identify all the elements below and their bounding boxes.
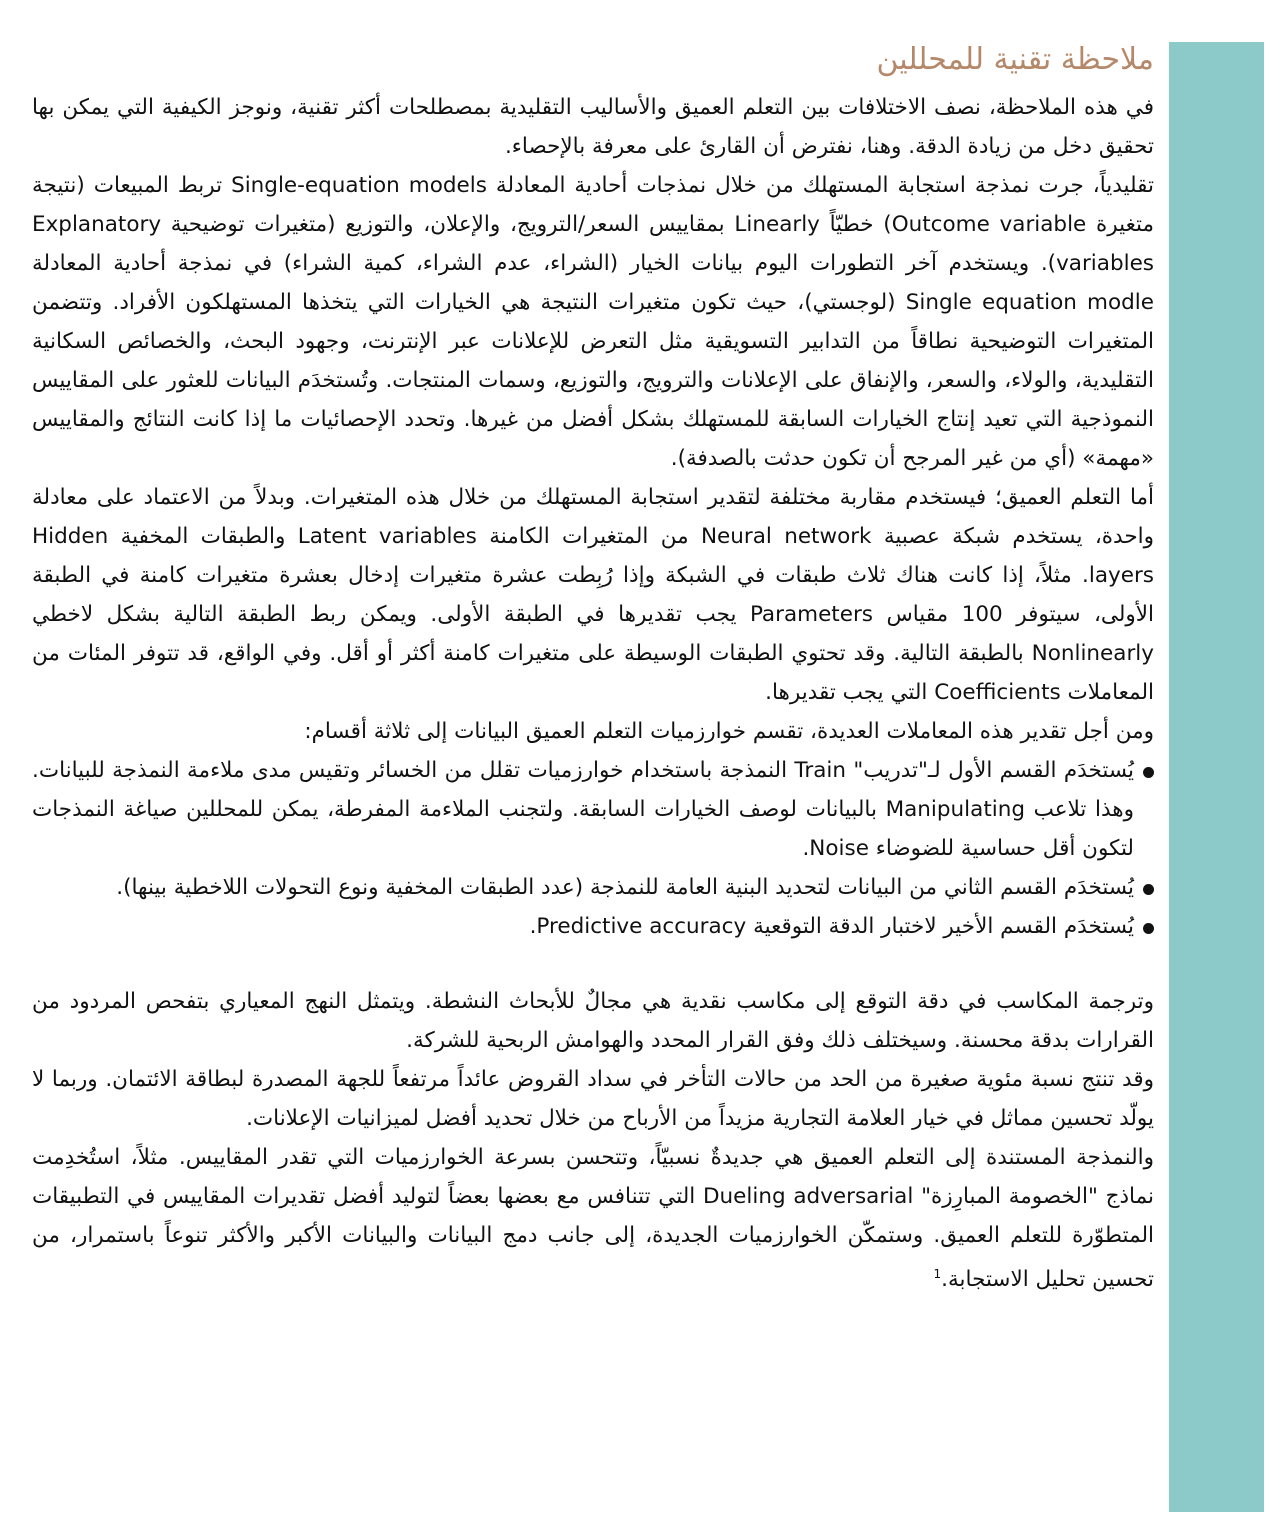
side-color-bar <box>1169 42 1264 1512</box>
list-item-text: يُستخدَم القسم الأول لـ"تدريب" Train النمذجة باستخدام خوارزميات تقلل من الخسائر وتقيس مدى ملاءمة النمذجة للبيانات. وهذا تلاعب Manipulating بالبيانات لوصف الخيارات السابقة. ولتجنب الملاءمة المفرطة، يمكن للمحللين صياغة النمذجات لتكون أقل حساسية للضوضاء Noise. <box>32 758 1134 861</box>
paragraph-data-split: ومن أجل تقدير هذه المعاملات العديدة، تقسم خوارزميات التعلم العميق البيانات إلى ثلاثة أقسام: <box>304 719 1154 744</box>
list-item <box>32 907 1154 946</box>
page-title: ملاحظة تقنية للمحللين <box>876 42 1154 77</box>
list-item <box>32 751 1154 868</box>
list-item <box>32 868 1154 907</box>
paragraph-intro: في هذه الملاحظة، نصف الاختلافات بين التعلم العميق والأساليب التقليدية بمصطلحات أكثر تقنية، ونوجز الكيفية التي يمكن بها تحقيق دخل من زيادة الدقة. وهنا، نفترض أن القارئ على معرفة بالإحصاء. <box>32 95 1154 159</box>
list-item-text: يُستخدَم القسم الأخير لاختبار الدقة التوقعية Predictive accuracy. <box>529 914 1134 939</box>
bullet-icon <box>1143 923 1154 934</box>
paragraph-monetization: وترجمة المكاسب في دقة التوقع إلى مكاسب نقدية هي مجالٌ للأبحاث النشطة. ويتمثل النهج المعياري بتفحص المردود من القرارات بدقة محسنة. وسيختلف ذلك وفق القرار المحدد والهوامش الربحية للشركة. <box>32 989 1154 1053</box>
article-body <box>32 38 1154 1299</box>
list-item-text: يُستخدَم القسم الثاني من البيانات لتحديد البنية العامة للنمذجة (عدد الطبقات المخفية ونوع التحولات اللاخطية بينها). <box>116 875 1134 900</box>
bullet-icon <box>1143 884 1154 895</box>
section-spacer <box>32 946 1154 982</box>
data-sections-list <box>32 751 1154 946</box>
paragraph-outlook-text: والنمذجة المستندة إلى التعلم العميق هي جديدةٌ نسبيّاً، وتتحسن بسرعة الخوارزميات التي تقدر المقاييس. مثلاً، استُخدِمت نماذج "الخصومة المبارِزة" Dueling adversarial التي تتنافس مع بعضها بعضاً لتوليد أفضل تقديرات المقاييس في التطبيقات المتطوّرة للتعلم العميق. وستمكّن الخوارزميات الجديدة، إلى جانب دمج البيانات والبيانات الأكبر والأكثر تنوعاً باستمرار، من تحسين تحليل الاستجابة. <box>32 1145 1154 1293</box>
paragraph-deep-learning: أما التعلم العميق؛ فيستخدم مقاربة مختلفة لتقدير استجابة المستهلك من خلال هذه المتغيرات. وبدلاً من الاعتماد على معادلة واحدة، يستخدم شبكة عصبية Neural network من المتغيرات الكامنة Latent variables والطبقات المخفية Hidden layers. مثلاً، إذا كانت هناك ثلاث طبقات في الشبكة وإذا رُبِطت عشرة متغيرات إدخال بعشرة متغيرات كامنة في الطبقة الأولى، سيتوفر 100 مقياس Parameters يجب تقديرها في الطبقة الأولى. ويمكن ربط الطبقة التالية بشكل لاخطي Nonlinearly بالطبقة التالية. وقد تحتوي الطبقات الوسيطة على متغيرات كامنة أكثر أو أقل. وفي الواقع، قد تتوفر المئات من المعاملات Coefficients التي يجب تقديرها. <box>32 485 1154 705</box>
paragraph-examples: وقد تنتج نسبة مئوية صغيرة من الحد من حالات التأخر في سداد القروض عائداً مرتفعاً للجهة المصدرة لبطاقة الائتمان. وربما لا يولّد تحسين مماثل في خيار العلامة التجارية مزيداً من الأرباح من خلال تحديد أفضل لميزانيات الإعلانات. <box>32 1067 1154 1131</box>
paragraph-traditional-modeling: تقليدياً، جرت نمذجة استجابة المستهلك من خلال نمذجات أحادية المعادلة Single-equation models تربط المبيعات (نتيجة متغيرة Outcome variable) خطيّاً Linearly بمقاييس السعر/الترويج، والإعلان، والتوزيع (متغيرات توضيحية Explanatory variables). ويستخدم آخر التطورات اليوم بيانات الخيار (الشراء، عدم الشراء، كمية الشراء) في نمذجة أحادية المعادلة Single equation modle (لوجستي)، حيث تكون متغيرات النتيجة هي الخيارات التي يتخذها المستهلكون الأفراد. وتتضمن المتغيرات التوضيحية نطاقاً من التدابير التسويقية مثل التعرض للإعلانات عبر الإنترنت، وجهود البحث، والخصائص السكانية التقليدية، والولاء، والسعر، والإنفاق على الإعلانات والترويج، والتوزيع، وسمات المنتجات. وتُستخدَم البيانات للعثور على المقاييس النموذجية التي تعيد إنتاج الخيارات السابقة للمستهلك بشكل أفضل من غيرها. وتحدد الإحصائيات ما إذا كانت النتائج والمقاييس «مهمة» (أي من غير المرجح أن تكون حدثت بالصدفة). <box>32 173 1154 471</box>
paragraph-outlook <box>32 1138 1154 1299</box>
footnote-marker[interactable]: 1 <box>933 1267 942 1281</box>
bullet-icon <box>1143 767 1154 778</box>
